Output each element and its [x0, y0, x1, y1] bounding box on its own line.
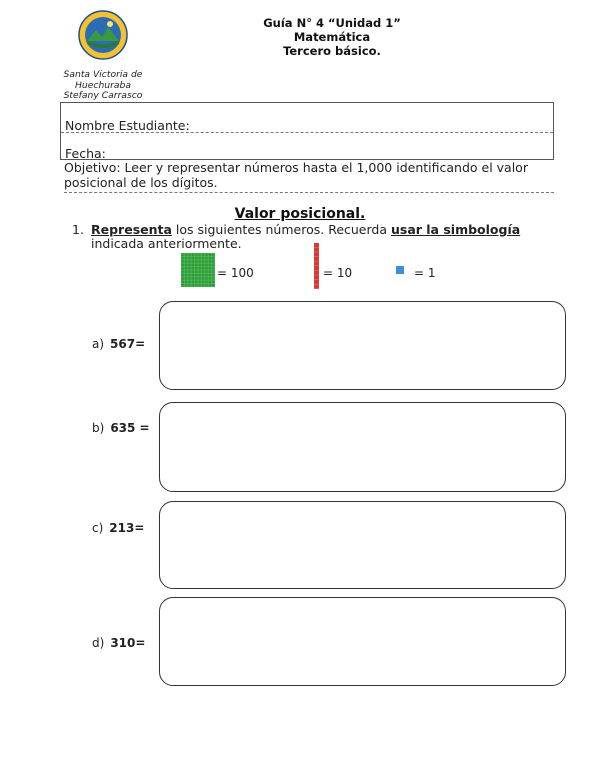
legend-hundred-label: = 100 [217, 266, 254, 280]
exercise-letter: d) [92, 636, 105, 650]
subject-title: Matemática [293, 30, 371, 44]
answer-box-b[interactable] [159, 402, 566, 492]
legend-ten-label: = 10 [323, 266, 353, 280]
exercise-d-label [92, 636, 145, 650]
name-field[interactable]: Nombre Estudiante: [65, 118, 190, 133]
instruction-emphasis: usar la simbología [390, 222, 521, 237]
hundred-block-icon [181, 253, 215, 291]
school-info [52, 70, 154, 102]
section-title: Valor posicional. [234, 206, 366, 222]
exercise-number: 310= [110, 636, 146, 650]
exercise-a-label [92, 337, 145, 351]
school-line: Santa Victoria de [63, 69, 143, 80]
ten-rod-icon [314, 243, 319, 293]
guide-title: Guía N° 4 “Unidad 1” [263, 16, 401, 30]
exercise-letter: a) [92, 337, 105, 351]
grade-title: Tercero básico. [283, 44, 381, 58]
exercise-letter: b) [92, 421, 105, 435]
date-field[interactable]: Fecha: [65, 146, 106, 161]
exercise-number: 635 = [110, 421, 150, 435]
unit-cube-icon [396, 266, 404, 274]
exercise-number: 567= [110, 337, 146, 351]
instruction-text: indicada anteriormente. [91, 236, 242, 251]
objective-text: Objetivo: Leer y representar números hasta el 1,000 identificando el valor posicional de los dígitos. [64, 161, 554, 193]
teacher-name: Stefany Carrasco [63, 90, 143, 101]
legend-one-label: = 1 [414, 266, 436, 280]
exercise-number: 213= [109, 521, 145, 535]
instruction-number: 1. [72, 222, 84, 237]
student-info-box [60, 102, 554, 160]
instruction-text: los siguientes números. Recuerda [171, 222, 391, 237]
instruction [72, 223, 542, 251]
school-logo [78, 10, 128, 60]
exercise-letter: c) [92, 521, 104, 535]
answer-box-c[interactable] [159, 501, 566, 589]
answer-box-d[interactable] [159, 597, 566, 686]
answer-box-a[interactable] [159, 301, 566, 390]
exercise-b-label [92, 421, 150, 435]
instruction-emphasis: Representa [91, 222, 172, 237]
exercise-c-label [92, 521, 144, 535]
school-line: Huechuraba [75, 79, 131, 91]
